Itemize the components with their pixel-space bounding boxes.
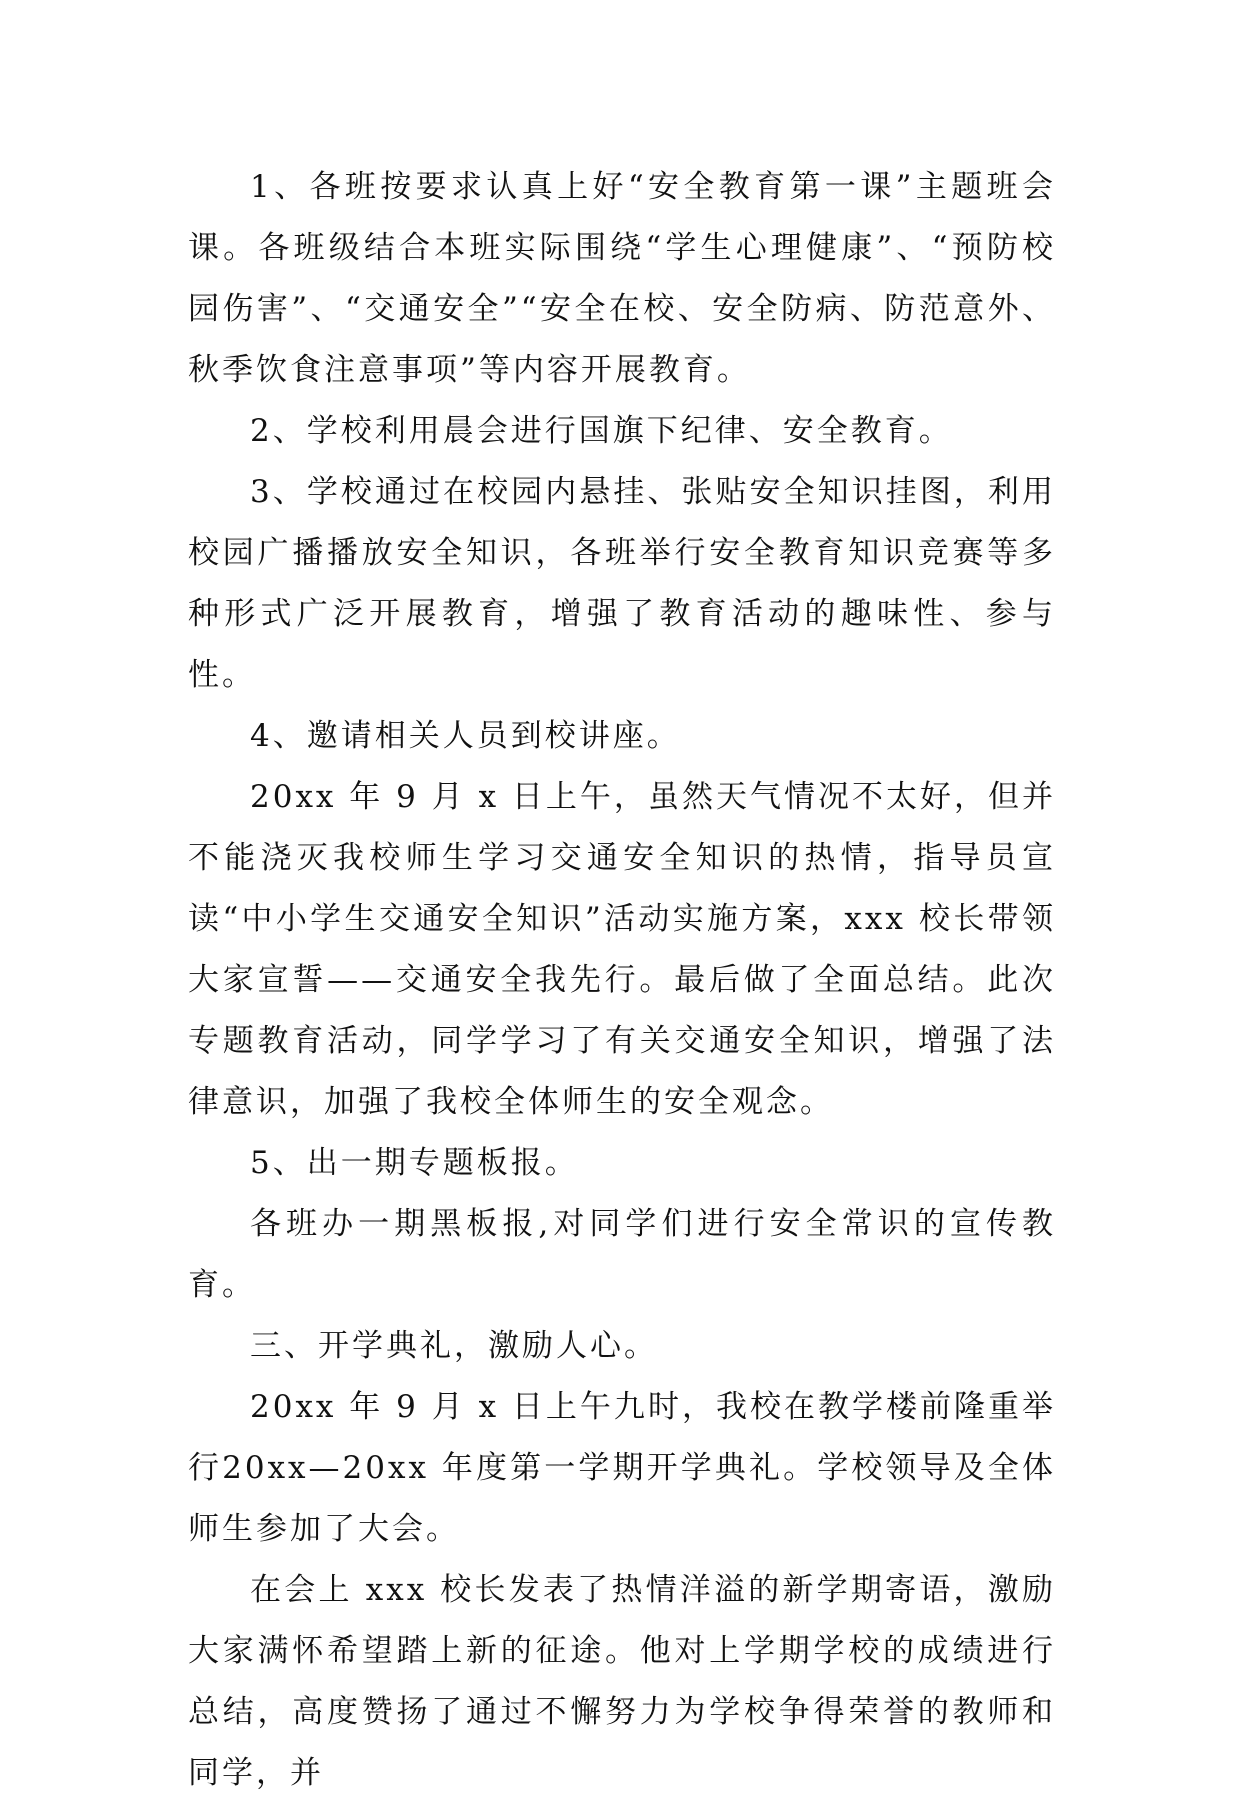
document-body (188, 157, 1056, 1804)
paragraph-principal-speech: 在会上 xxx 校长发表了热情洋溢的新学期寄语，激励大家满怀希望踏上新的征途。他对上学期学校的成绩进行总结，高度赞扬了通过不懈努力为学校争得荣誉的教师和同学，并 (188, 1572, 1056, 1791)
paragraph-traffic-safety-event: 20xx 年 9 月 x 日上午，虽然天气情况不太好，但并不能浇灭我校师生学习交通安全知识的热情，指导员宣读“中小学生交通安全知识”活动实施方案，xxx 校长带领大家宣誓——交通安全我先行。最后做了全面总结。此次专题教育活动，同学学习了有关交通安全知识，增强了法律意识，加强了我校全体师生的安全观念。 (188, 779, 1056, 1120)
paragraph-invite-lecture: 4、邀请相关人员到校讲座。 (250, 718, 681, 754)
paragraph-safety-first-lesson: 1、各班按要求认真上好“安全教育第一课”主题班会课。各班级结合本班实际围绕“学生心理健康”、“预防校园伤害”、“交通安全”“安全在校、安全防病、防范意外、秋季饮食注意事项”等内容开展教育。 (188, 169, 1056, 388)
paragraph-blackboard-heading: 5、出一期专题板报。 (250, 1145, 579, 1181)
paragraph-blackboard-detail: 各班办一期黑板报,对同学们进行安全常识的宣传教育。 (188, 1206, 1056, 1303)
paragraph-opening-ceremony: 20xx 年 9 月 x 日上午九时，我校在教学楼前隆重举行20xx—20xx 年度第一学期开学典礼。学校领导及全体师生参加了大会。 (188, 1389, 1056, 1547)
paragraph-morning-assembly: 2、学校利用晨会进行国旗下纪律、安全教育。 (250, 413, 953, 449)
section-heading-opening-ceremony: 三、开学典礼，激励人心。 (250, 1328, 658, 1364)
paragraph-campus-posters: 3、学校通过在校园内悬挂、张贴安全知识挂图，利用校园广播播放安全知识，各班举行安全教育知识竞赛等多种形式广泛开展教育，增强了教育活动的趣味性、参与性。 (188, 474, 1056, 693)
